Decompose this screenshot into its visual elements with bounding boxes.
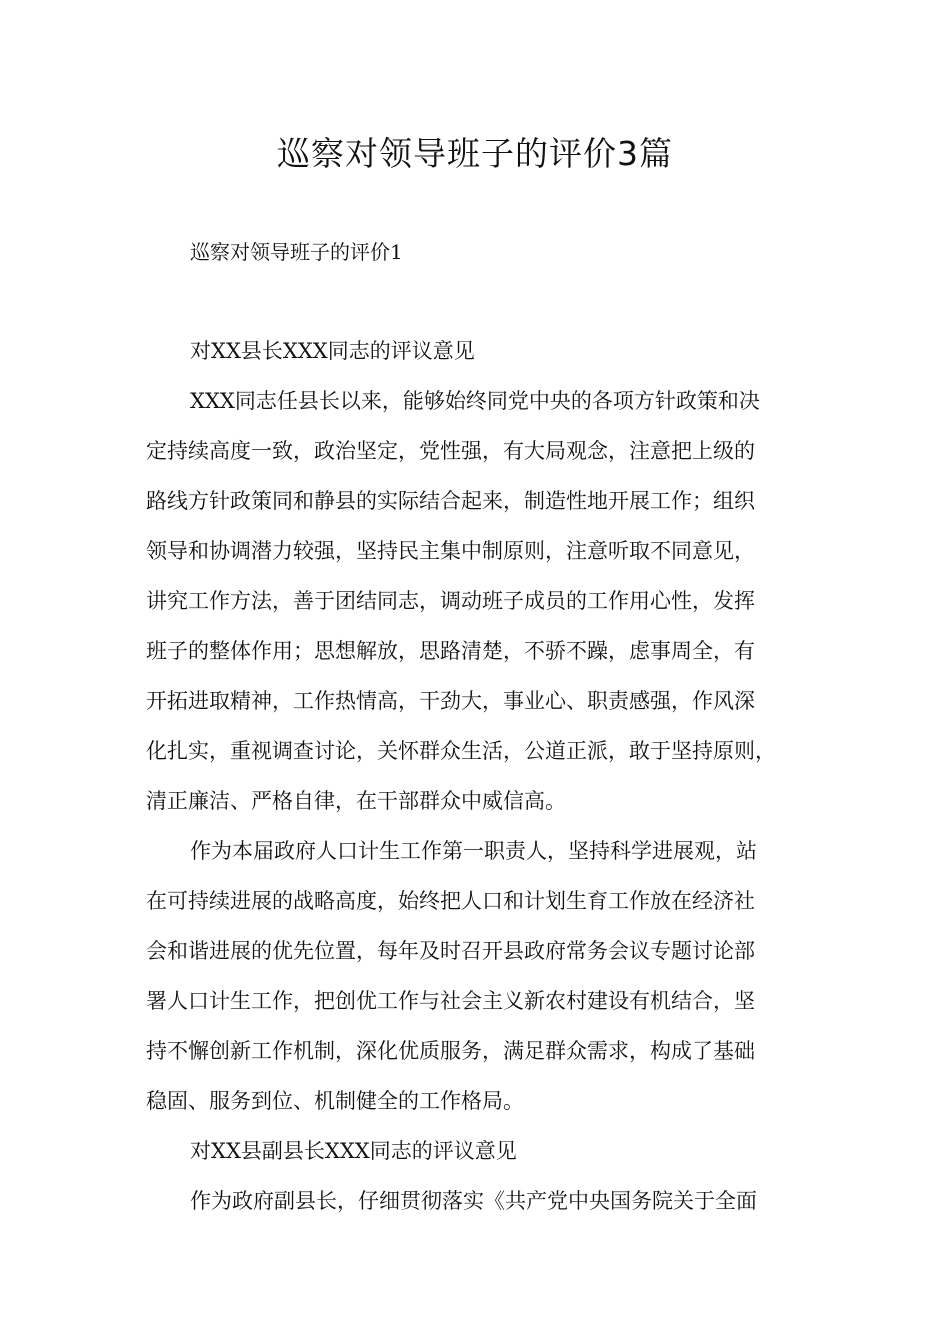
text-line: 作为本届政府人口计生工作第一职责人，坚持科学进展观，站 [190,839,757,863]
text-line: 在可持续进展的战略高度，始终把人口和计划生育工作放在经济社 [146,889,755,913]
text-line: 班子的整体作用；思想解放，思路清楚，不骄不躁，虑事周全，有 [146,639,755,663]
text-line: 持不懈创新工作机制，深化优质服务，满足群众需求，构成了基础 [146,1039,755,1063]
text-line: 开拓进取精神，工作热情高，干劲大，事业心、职责感强，作风深 [146,689,755,713]
section-heading: 巡察对领导班子的评价1 [190,240,403,264]
text-line: 定持续高度一致，政治坚定，党性强，有大局观念，注意把上级的 [146,439,755,463]
paragraph-heading: 对XX县长XXX同志的评议意见 [190,339,475,363]
text-line: 路线方针政策同和静县的实际结合起来，制造性地开展工作；组织 [146,489,755,513]
text-line: 作为政府副县长，仔细贯彻落实《共产党中央国务院关于全面 [190,1189,757,1213]
document-title: 巡察对领导班子的评价3篇 [277,134,673,173]
paragraph-heading: 对XX县副县长XXX同志的评议意见 [190,1139,517,1163]
text-line: 清正廉洁、严格自律，在干部群众中威信高。 [146,789,566,813]
text-line: XXX同志任县长以来，能够始终同党中央的各项方针政策和决 [190,389,760,413]
text-line: 领导和协调潜力较强，坚持民主集中制原则，注意听取不同意见， [146,539,755,563]
text-line: 讲究工作方法，善于团结同志，调动班子成员的工作用心性，发挥 [146,589,755,613]
text-line: 会和谐进展的优先位置，每年及时召开县政府常务会议专题讨论部 [146,939,755,963]
text-line: 稳固、服务到位、机制健全的工作格局。 [146,1089,524,1113]
text-line: 化扎实，重视调查讨论，关怀群众生活，公道正派，敢于坚持原则， [146,739,776,763]
text-line: 署人口计生工作，把创优工作与社会主义新农村建设有机结合，坚 [146,989,755,1013]
